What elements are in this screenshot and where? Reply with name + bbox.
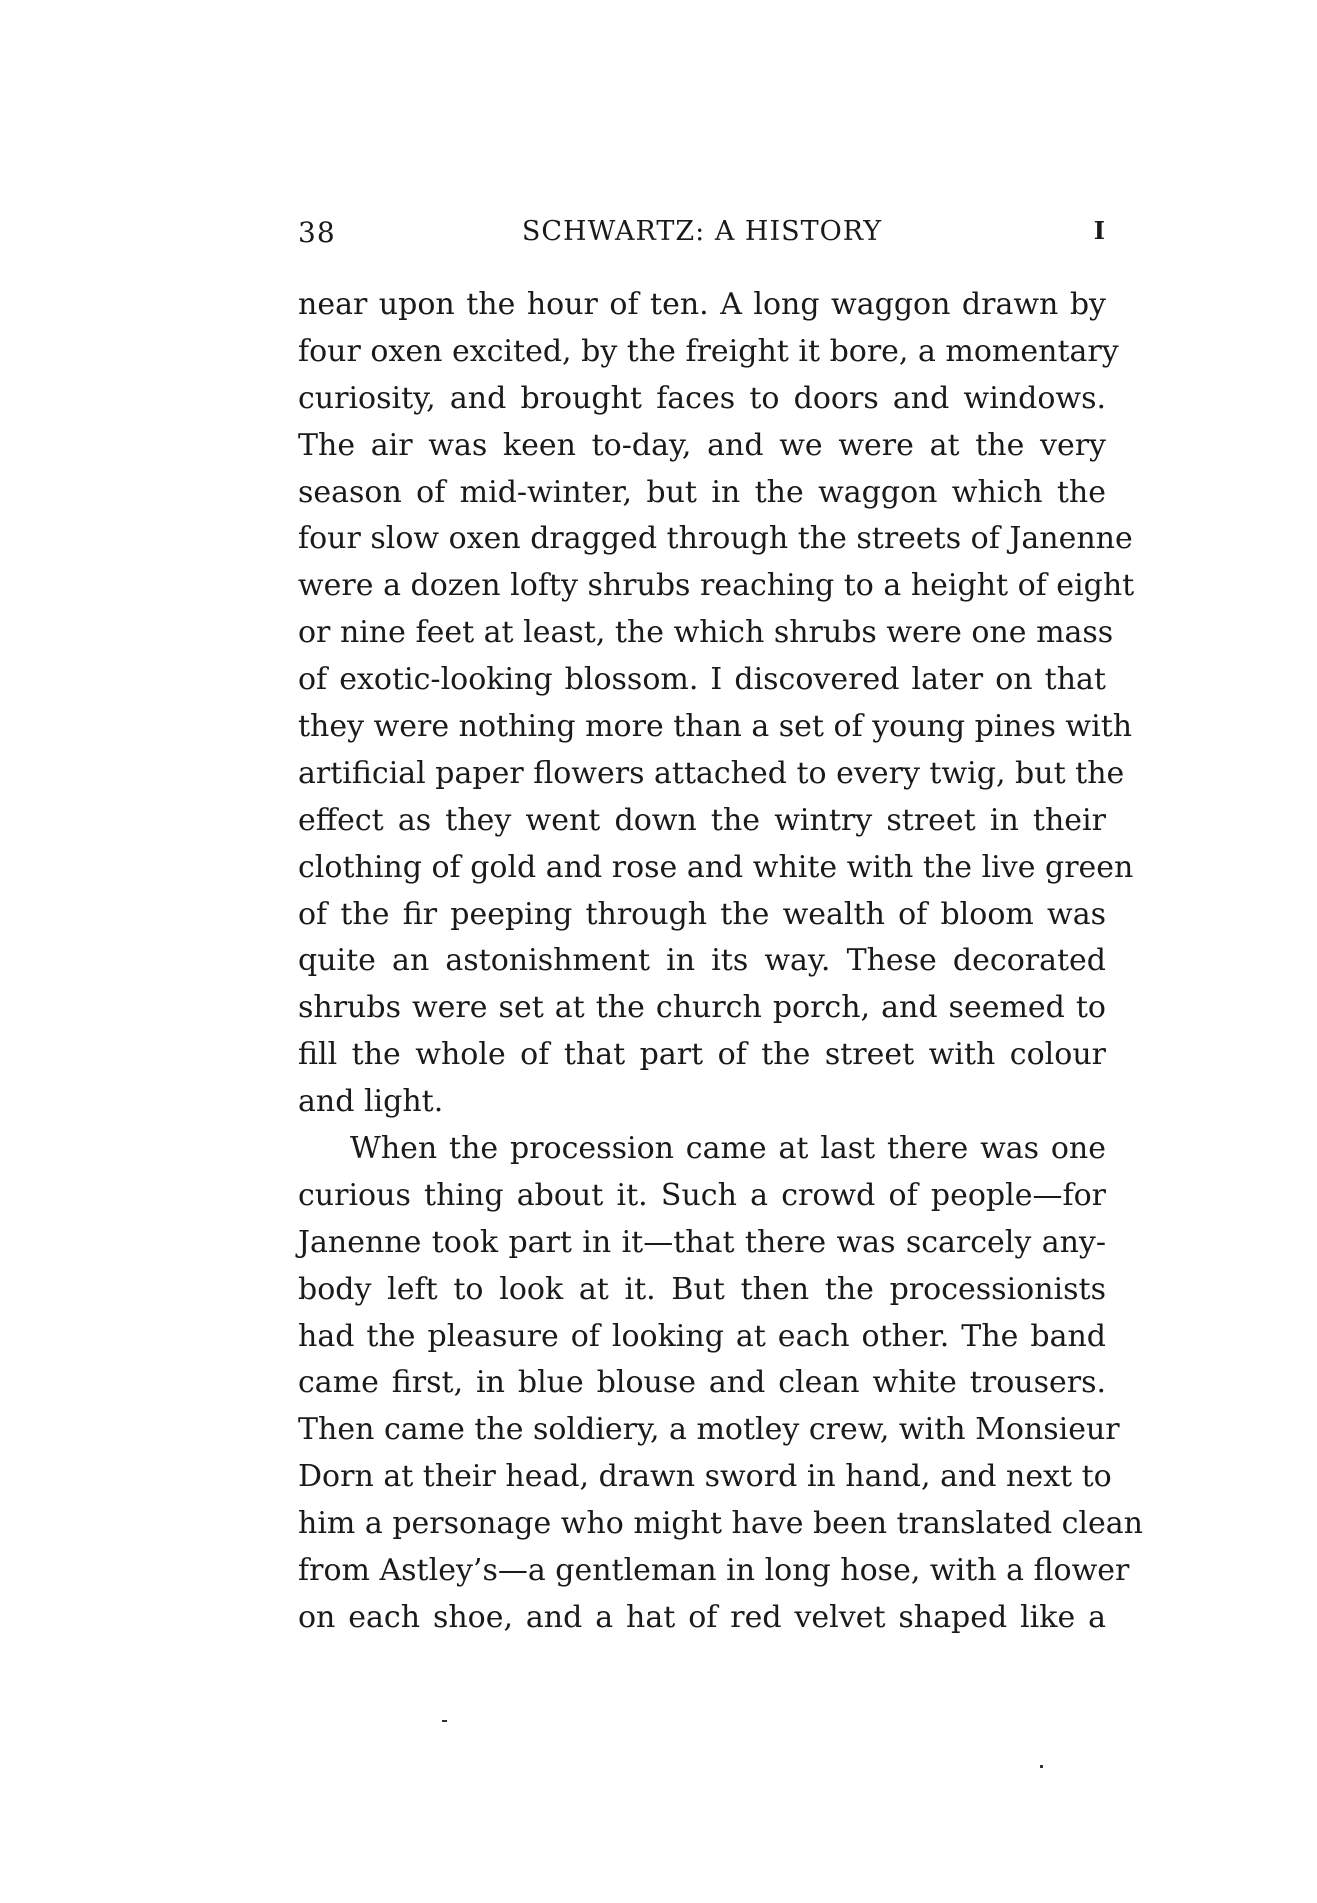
text-line: When the procession came at last there was one [350,1131,1106,1167]
text-line: Janenne took part in it—that there was scarcely any- [298,1224,1106,1260]
text-line: four oxen excited, by the freight it bore, a momentary [298,333,1119,369]
scan-speck [442,1720,447,1722]
running-title: SCHWARTZ: A HISTORY [521,216,883,247]
text-line: from Astley’s—a gentleman in long hose, with a flower [298,1553,1130,1589]
text-line: had the pleasure of looking at each other. The band [298,1318,1106,1354]
text-line: body left to look at it. But then the processionists [298,1271,1106,1307]
text-line: they were nothing more than a set of young pines with [298,709,1133,745]
text-line: and light. [298,1084,444,1120]
text-line: of the fir peeping through the wealth of bloom was [298,896,1106,932]
text-line: four slow oxen dragged through the streets of Janenne [298,521,1133,557]
text-line: season of mid-winter, but in the waggon which the [298,474,1106,510]
paragraph-1 [298,282,1135,1126]
text-line: fill the whole of that part of the street with colour [298,1037,1106,1073]
body-text [298,282,1143,1642]
text-line: curious thing about it. Such a crowd of people—for [298,1177,1106,1213]
text-line: near upon the hour of ten. A long waggon drawn by [298,287,1106,322]
page-header [298,212,1106,252]
text-line: artificial paper flowers attached to every twig, but the [298,755,1125,791]
text-line: on each shoe, and a hat of red velvet shaped like a [298,1599,1106,1635]
text-line: effect as they went down the wintry street in their [298,802,1106,838]
text-line: came first, in blue blouse and clean white trousers. [298,1365,1106,1401]
text-line: were a dozen lofty shrubs reaching to a height of eight [298,568,1135,604]
text-line: quite an astonishment in its way. These decorated [298,943,1106,979]
text-line: or nine feet at least, the which shrubs were one mass [298,615,1114,651]
scan-speck [1040,1765,1043,1768]
chapter-number: I [1093,216,1106,245]
page-number: 38 [298,216,336,249]
text-line: him a personage who might have been translated clean [298,1506,1143,1542]
text-line: curiosity, and brought faces to doors and windows. [298,380,1106,416]
text-line: of exotic-looking blossom. I discovered later on that [298,662,1106,698]
paragraph-2 [298,1126,1143,1642]
text-line: shrubs were set at the church porch, and seemed to [298,990,1106,1026]
text-line: The air was keen to-day, and we were at the very [298,427,1106,463]
text-line: clothing of gold and rose and white with the live green [298,849,1134,885]
text-line: Dorn at their head, drawn sword in hand, and next to [298,1459,1112,1495]
text-line: Then came the soldiery, a motley crew, with Monsieur [298,1412,1120,1448]
